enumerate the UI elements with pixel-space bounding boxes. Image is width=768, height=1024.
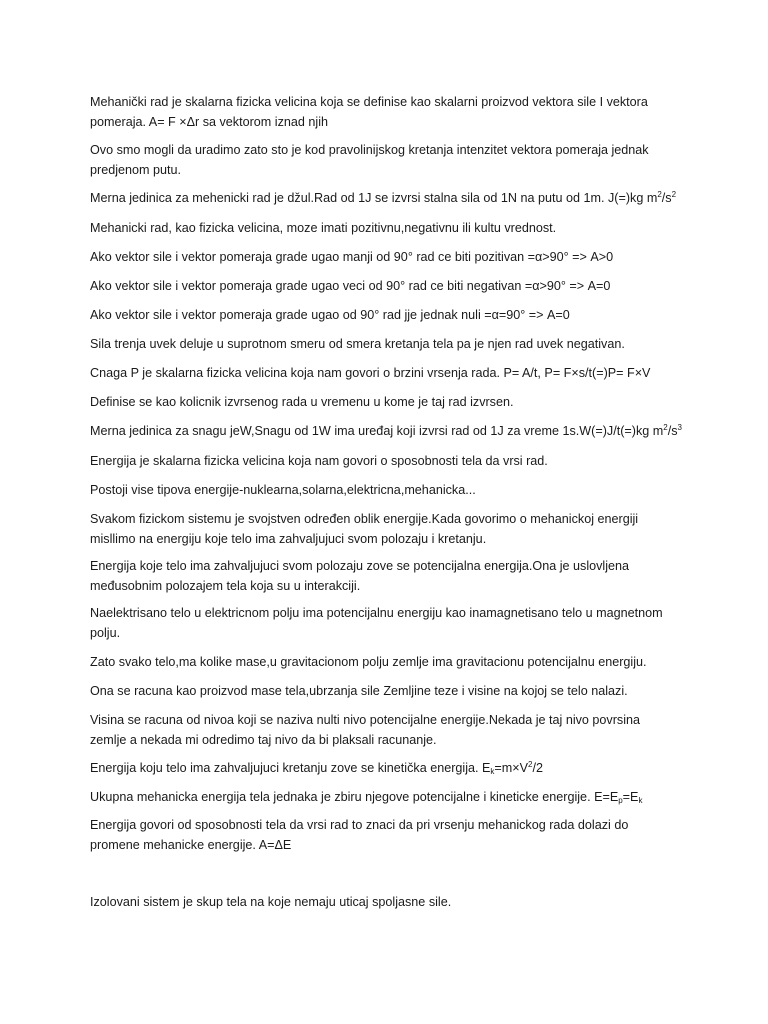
paragraph-energy-types: Postoji vise tipova energije-nuklearna,solarna,elektricna,mehanicka...: [90, 483, 476, 497]
paragraph-work-sign: Mehanicki rad, kao fizicka velicina, moze imati pozitivnu,negativnu ili kultu vrednost.: [90, 221, 557, 235]
paragraph-kinetic-energy: Energija koju telo ima zahvaljujuci kretanju zove se kinetička energija. $E_k=m\times V^2/2$: [90, 760, 543, 776]
paragraph-potential-energy: Energija koje telo ima zahvaljujuci svom polozaju zove se potencijalna energija.Ona je uslovljena međusobnim polozajem tela koja su u interakciji.: [90, 559, 630, 593]
paragraph-total-energy: Ukupna mehanicka energija tela jednaka je zbiru njegove potencijalne i kineticke energije. $E=E_p=E_k$: [90, 790, 643, 805]
paragraph-work-energy: Energija govori od sposobnosti tela da vrsi rad to znaci da pri vrsenju mehanickog rada dolazi do promene mehanicke energije. A=ΔE: [90, 818, 629, 852]
paragraph-angle-greater: Ako vektor sile i vektor pomeraja grade ugao veci od 90° rad ce biti negativan =α>90° => A=0: [90, 279, 611, 293]
paragraph-work-definition: Mehanički rad je skalarna fizicka velicina koja se definise kao skalarni proizvod vektora sile I vektora pomeraja. A= F ×Δr sa vektorom iznad njih: [90, 95, 648, 129]
paragraph-power-unit: Merna jedinica za snagu jeW,Snagu od 1W ima uređaj koji izvrsi rad od 1J za vreme 1s.W(=)J/t(=)kg $m^2/s^3$: [90, 423, 682, 438]
paragraph-angle-equal: Ako vektor sile i vektor pomeraja grade ugao od 90° rad jje jednak nuli =α=90° => A=0: [90, 308, 570, 322]
paragraph-mechanical-energy: Svakom fizickom sistemu je svojstven određen oblik energije.Kada govorimo o mehanickoj energiji misllimo na energiju koje telo ima zahvaljujuci svom polozaju i kretanju.: [90, 512, 639, 546]
paragraph-gravitational: Zato svako telo,ma kolike mase,u gravitacionom polju zemlje ima gravitacionu potencijalnu energiju.: [90, 655, 647, 669]
paragraph-angle-less: Ako vektor sile i vektor pomeraja grade ugao manji od 90° rad ce biti pozitivan =α>90° => A>0: [90, 250, 614, 264]
paragraph-charged-body: Naelektrisano telo u elektricnom polju ima potencijalnu energiju kao inamagnetisano telo u magnetnom polju.: [90, 606, 663, 640]
paragraph-work-unit: Merna jedinica za mehenicki rad je džul.Rad od 1J se izvrsi stalna sila od 1N na putu od 1m. J(=)kg $m^2/s^2$: [90, 190, 677, 205]
paragraph-zero-level: Visina se racuna od nivoa koji se naziva nulti nivo potencijalne energije.Nekada je taj nivo povrsina zemlje a nekada mi odredimo taj nivo da bi plaksali racunanje.: [90, 713, 641, 747]
paragraph-straight-motion: Ovo smo mogli da uradimo zato sto je kod pravolinijskog kretanja intenzitet vektora pomeraja jednak predjenom putu.: [90, 143, 649, 177]
paragraph-power-ratio: Definise se kao kolicnik izvrsenog rada u vremenu u kome je taj rad izvrsen.: [90, 395, 514, 409]
paragraph-power-definition: Cnaga P je skalarna fizicka velicina koja nam govori o brzini vrsenja rada. P= A/t, P= F×s/t(=)P= F×V: [90, 366, 651, 380]
paragraph-calculation: Ona se racuna kao proizvod mase tela,ubrzanja sile Zemljine teze i visine na kojoj se telo nalazi.: [90, 684, 628, 698]
paragraph-isolated-system: Izolovani sistem je skup tela na koje nemaju uticaj spoljasne sile.: [90, 895, 452, 909]
paragraph-energy-definition: Energija je skalarna fizicka velicina koja nam govori o sposobnosti tela da vrsi rad.: [90, 454, 548, 468]
paragraph-friction: Sila trenja uvek deluje u suprotnom smeru od smera kretanja tela pa je njen rad uvek negativan.: [90, 337, 625, 351]
